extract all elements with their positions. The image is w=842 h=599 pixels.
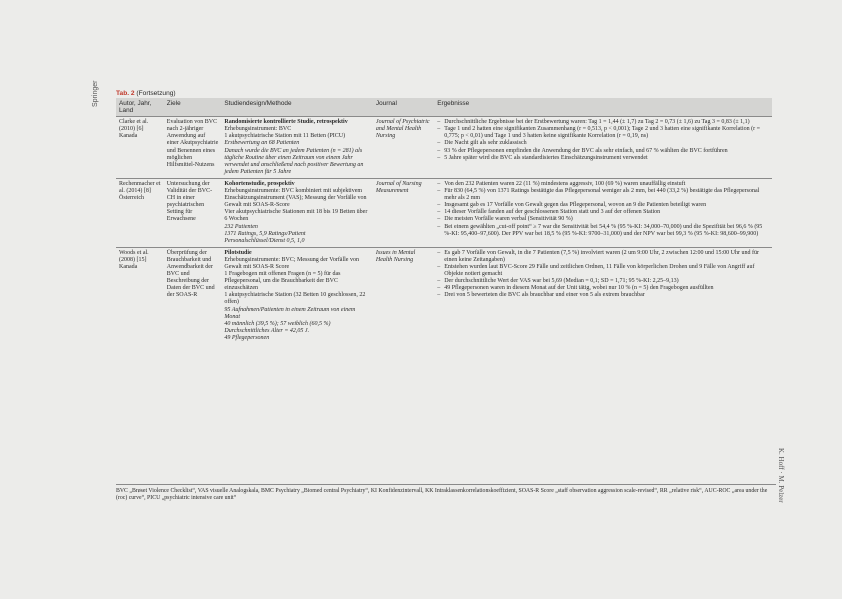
design-line: Erhebungsinstrumente: BVC; Messung der Vorfälle von Gewalt mit SOAS-R Score xyxy=(224,256,359,270)
table-row xyxy=(116,247,772,344)
cell-aims: Evaluation von BVC nach 2-jähriger Anwendung auf einer Akutpsychiatrie und Benennen eines möglichen Hilfsmittel-Nutzens xyxy=(164,117,222,179)
cell-results xyxy=(434,247,772,344)
design-line: Kohortenstudie, prospektiv xyxy=(224,180,295,187)
result-item: – Für 830 (64,5 %) von 1371 Ratings bestätigte das Pflegepersonal weniger als 2 mm, bei 440 (33,2 %) bestätigte das Pflegepersonal mehr als 2 mm xyxy=(437,188,769,202)
result-item: – Durchschnittliche Ergebnisse bei der Erstbewertung waren: Tag 1 = 1,44 (± 1,7) zu Tag 2 = 0,73 (± 1,6) zu Tag 3 = 0,83 (± 1,1) xyxy=(437,119,769,126)
result-item: – Die meisten Vorfälle waren verbal (Sensitivität 90 %) xyxy=(437,216,769,223)
cell-author: Clarke et al. (2010) [6] Kanada xyxy=(116,117,164,179)
cell-design xyxy=(221,178,373,247)
design-line: 49 Pflegepersonen xyxy=(224,334,270,341)
cell-aims: Überprüfung der Brauchbarkeit und Anwendbarkeit der BVC und Beschreibung der Daten der BVC und der SOAS-R xyxy=(164,247,222,344)
header-design: Studiendesign/Methode xyxy=(221,98,373,117)
author-margin xyxy=(775,448,787,558)
result-item: – Von den 232 Patienten waren 22 (11 %) mindestens aggressiv, 100 (69 %) waren unauffällig einstuft xyxy=(437,181,769,188)
design-line: Durchschnittliches Alter = 42,05 J. xyxy=(224,327,310,334)
cell-design xyxy=(221,117,373,179)
design-line: Randomisierte kontrollierte Studie, retrospektiv xyxy=(224,119,348,126)
result-item: – 5 Jahre später wird die BVC als standardisiertes Einschätzungsinstrument verwendet xyxy=(437,155,769,162)
design-line: Personalschlüssel/Dienst 0,5, 1,0 xyxy=(224,237,305,244)
result-item: – Entstehen wurden laut BVC-Score 29 Fälle und zeitlichen Ordnen, 11 Fälle von körperlichen Drohen und 9 Fälle von Angriff auf Objekte notiert gemacht xyxy=(437,264,769,278)
running-head: K. Hoff · M. Pelzer xyxy=(777,448,785,503)
result-item: – 93 % der Pflegepersonen empfinden die Anwendung der BVC als sehr einfach, und 67 % wählten die BVC fortführen xyxy=(437,148,769,155)
design-line: 1 akutpsychiatrische Station (32 Betten 10 geschlossen, 22 offen) xyxy=(224,292,366,306)
design-line: Danach wurde die BVC an jedem Patienten (n = 281) als tägliche Routine über einen Zeitraum von einem Jahr verwendet und anschließend nach positiver Bewertung an jedem Patienten für 5 Jahre xyxy=(224,147,364,175)
header-journal: Journal xyxy=(373,98,434,117)
result-item: – Insgesamt gab es 17 Vorfälle von Gewalt gegen das Pflegepersonal, wovon an 9 die Patienten beteiligt waren xyxy=(437,202,769,209)
publisher-name: Springer xyxy=(92,80,99,107)
cell-author: Rechenmacher et al. (2014) [8] Österreich xyxy=(116,178,164,247)
design-line: 95 Aufnahmen/Patienten in einem Zeitraum von einem Monat xyxy=(224,306,356,320)
result-item: – Die Nacht gilt als sehr zuklassisch xyxy=(437,140,769,147)
publisher-margin xyxy=(92,45,106,115)
result-item: – Der durchschnittliche Wert der VAS war bei 5,69 (Median = 0,1; SD = 1,71; 95 %-KI: 2,25–9,13) xyxy=(437,278,769,285)
result-item: – Tage 1 und 2 hatten eine signifikanten Zusammenhang (r = 0,513, p < 0,001); Tage 2 und 3 hatten eine signifikante Korrelation (r = 0,775; p < 0,01) und Tage 1 und 3 hatten keine signifikante Korrelation (r = 0,19, ns) xyxy=(437,126,769,140)
table-footnote: BVC „Brøset Violence Checklist“, VAS visuelle Analogskala, BMC Psychiatry „Biomed central Psychiatry“, KI Konfidenzintervall, KK Intraklassenkorrelationskoeffizient, SOAS-R Score „staff observation aggression scale-revised“, RR „relative risk“, AUC-ROC „area under the (roc) curve“, PICU „psychiatric intensive care unit“ xyxy=(116,484,776,502)
cell-results xyxy=(434,178,772,247)
design-line: Erhebungsinstrumente: BVC kombiniert mit subjektivem Einschätzungsinstrument (VAS); Messung der Vorfälle von Gewalt mit SOAS-R-Score xyxy=(224,188,367,209)
table-row xyxy=(116,117,772,179)
design-line: Pilotstudie xyxy=(224,249,252,256)
design-line: Erstbewertung an 68 Patienten xyxy=(224,140,300,147)
cell-results xyxy=(434,117,772,179)
design-line: 1 Fragebogen mit offenen Fragen (n = 5) für das Pflegepersonal, um die Brauchbarkeit der BVC einzuschätzen xyxy=(224,271,341,292)
result-item: – Drei von 5 bewerteten die BVC als brauchbar und einer von 5 als extrem brauchbar xyxy=(437,292,769,299)
header-results: Ergebnisse xyxy=(434,98,772,117)
cell-design xyxy=(221,247,373,344)
table-label: Tab. 2 xyxy=(116,90,135,97)
design-line: Erhebungsinstrument: BVC xyxy=(224,126,292,133)
design-line: Vier akutpsychiatrische Stationen mit 18 bis 19 Betten über 6 Wochen xyxy=(224,209,368,223)
header-aims: Ziele xyxy=(164,98,222,117)
table-caption-text: (Fortsetzung) xyxy=(136,90,176,97)
design-line: 40 männlich (39,5 %); 57 weiblich (60,5 %) xyxy=(224,320,331,327)
result-item: – Bei einem gewählten „cut-off point“ ≥ 7 war die Sensitivität bei 54,4 % (95 %-KI: 34,000–70,000) und die Spezifität bei 96,6 % (95 %-KI: 95,400–97,600). Der PPV war bei 18,5 % (95 %-KI: 9700–31,000) und der NPV war bei 99,3 % (95 %-KI: 98,600–99,900) xyxy=(437,224,769,238)
design-line: 232 Patienten xyxy=(224,223,258,230)
result-item: – Es gab 7 Vorfälle von Gewalt, in die 7 Patienten (7,5 %) involviert waren (2 um 9:00 Uhr, 2 zwischen 12:00 und 15:00 Uhr und für einen keine Zeitangaben) xyxy=(437,250,769,264)
literature-table xyxy=(116,98,772,344)
table-header-row xyxy=(116,98,772,117)
table-caption xyxy=(116,90,176,97)
cell-journal: Issues in Mental Health Nursing xyxy=(373,247,434,344)
design-line: 1371 Ratings, 5,9 Ratings/Patient xyxy=(224,230,306,237)
cell-aims: Untersuchung der Validität der BVC-CH in einer psychiatrischen Setting für Erwachsene xyxy=(164,178,222,247)
design-line: 1 akutpsychiatrische Station mit 11 Betten (PICU) xyxy=(224,133,346,140)
cell-journal: Journal of Nursing Measurement xyxy=(373,178,434,247)
cell-author: Woods et al. (2008) [15] Kanada xyxy=(116,247,164,344)
table-row xyxy=(116,178,772,247)
header-author: Autor, Jahr, Land xyxy=(116,98,164,117)
cell-journal: Journal of Psychiatric and Mental Health Nursing xyxy=(373,117,434,179)
result-item: – 14 dieser Vorfälle fanden auf der geschlossenen Station statt und 3 auf der offenen Station xyxy=(437,209,769,216)
result-item: – 49 Pflegepersonen waren in diesem Monat auf der Unit tätig, wobei nur 10 % (n = 5) den Fragebogen ausfüllten xyxy=(437,285,769,292)
